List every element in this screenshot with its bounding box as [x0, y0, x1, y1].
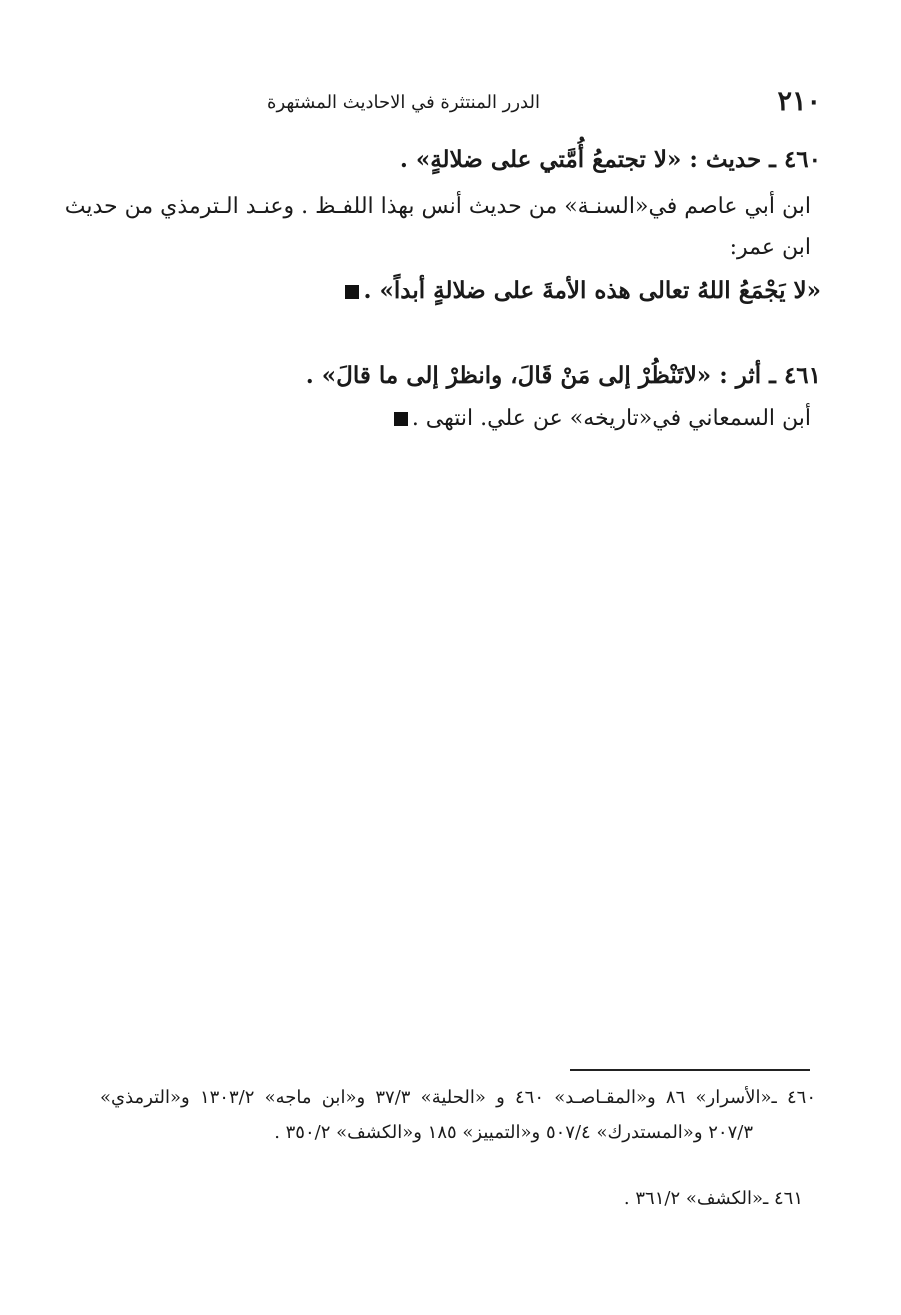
- entry-460-quote-line: [341, 277, 821, 304]
- heading-punctuation: .: [305, 362, 322, 389]
- end-square-icon: [345, 285, 359, 299]
- hadith-quote: «لا يَجْمَعُ اللهُ تعالى هذه الأمةَ على ضلالةٍ أبداً» .: [363, 277, 821, 304]
- end-square-icon: [394, 412, 408, 426]
- page-number: ٢١٠: [777, 86, 821, 117]
- running-title: الدرر المنتثرة في الاحاديث المشتهرة: [267, 92, 540, 113]
- athar-quote: «لاتَنْظُرْ إلى مَنْ قَالَ، وانظرْ إلى ما قالَ»: [321, 362, 712, 389]
- hadith-quote: «لا تجتمعُ أُمَّتي على ضلالةٍ»: [415, 146, 682, 173]
- footnote-separator: [570, 1069, 810, 1071]
- footnote-461-line-1: ٤٦١ ـ«الكشف» ٣٦١/٢ .: [623, 1188, 803, 1209]
- footnote-460-line-1: ٤٦٠ ـ«الأسرار» ٨٦ و«المقـاصـد» ٤٦٠ و «الحلية» ٣٧/٣ و«ابن ماجه» ١٣٠٣/٢ و«الترمذي»: [100, 1087, 816, 1108]
- footnote-460-line-2: ٢٠٧/٣ و«المستدرك» ٥٠٧/٤ و«التمييز» ١٨٥ و«الكشف» ٣٥٠/٢ .: [274, 1122, 753, 1143]
- heading-punctuation: .: [399, 146, 416, 173]
- source-text: أبن السمعاني في«تاريخه» عن علي. انتهى .: [411, 406, 811, 431]
- entry-461-heading: [306, 362, 821, 389]
- entry-460-heading: [400, 146, 821, 173]
- entry-number-label: ٤٦١ ـ أثر :: [711, 362, 821, 389]
- entry-461-body-line-1: [390, 406, 811, 431]
- entry-460-body-line-2: ابن عمر:: [729, 235, 811, 260]
- entry-number-label: ٤٦٠ ـ حديث :: [681, 146, 821, 173]
- entry-460-body-line-1: ابن أبي عاصم في«السنـة» من حديث أنس بهذا اللفـظ . وعنـد الـترمذي من حديث: [64, 194, 811, 219]
